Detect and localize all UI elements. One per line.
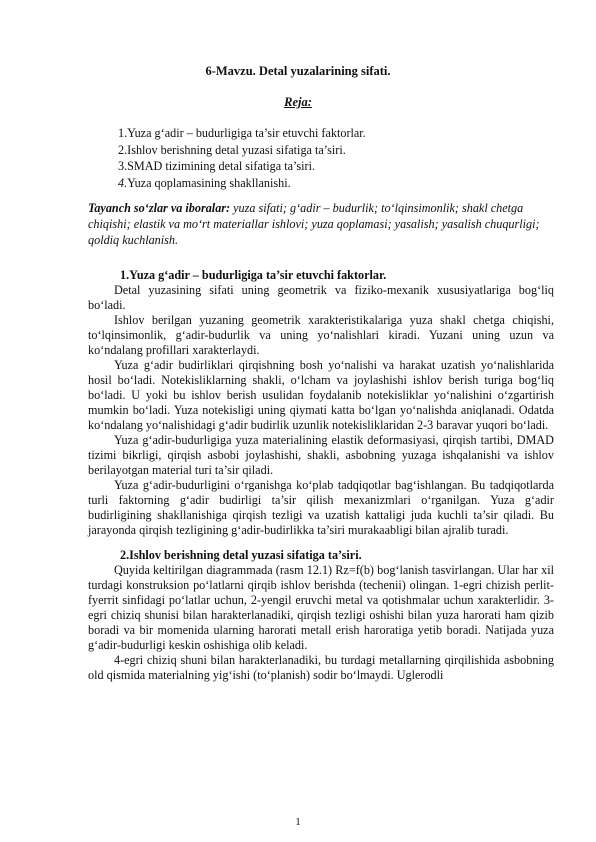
plan-item bbox=[118, 176, 538, 193]
plan-item bbox=[118, 143, 538, 160]
section-2-heading: 2.Ishlov berishning detal yuzasi sifatiga ta’siri. bbox=[120, 548, 362, 562]
plan-item-text: SMAD tizimining detal sifatiga ta’siri. bbox=[127, 159, 316, 173]
section-1-paragraph: Yuza g‘adir budirliklari qirqishning bosh yo‘nalishi va harakat uzatish yo‘nalishlarida hosil bo‘ladi. Notekisliklarning shakli, o‘lcham va joylashishi ishlov berish turiga bog‘liq bo‘ladi. U yoki bu ishlov berish usulidan foydalanib notekisliklar yo‘nalishini o‘zgartirish mumkin bo‘ladi. Yuza notekisligi uning qiymati katta bo‘lgan yo‘nalishda aniqlanadi. Odatda ko‘ndalang yo‘nalishidagi g‘adir budirlik uzunlik notekisliklaridan 2-3 baravar yuqori bo‘ladi. bbox=[88, 358, 554, 432]
plan-item-number: 4. bbox=[118, 175, 128, 190]
section-1-paragraph: Detal yuzasining sifati uning geometrik va fiziko-mexanik xususiyatlariga bog‘liq bo‘ladi. bbox=[88, 283, 554, 312]
plan-item-text: Ishlov berishning detal yuzasi sifatiga ta’siri. bbox=[127, 142, 346, 157]
document-title: 6-Mavzu. Detal yuzalarining sifati. bbox=[205, 64, 391, 78]
section-1-heading: 1.Yuza g‘adir – budurligiga ta’sir etuvchi faktorlar. bbox=[120, 268, 387, 282]
plan-item-text: Yuza g‘adir – budurligiga ta’sir etuvchi faktorlar. bbox=[127, 126, 366, 140]
plan-list bbox=[118, 126, 538, 192]
plan-item bbox=[118, 159, 538, 176]
page-number: 1 bbox=[295, 816, 301, 828]
keywords-label: Tayanch so‘zlar va iboralar: bbox=[88, 201, 231, 215]
keywords-block bbox=[88, 200, 554, 248]
main-content bbox=[88, 268, 554, 683]
section-1-paragraph: Yuza g‘adir-budurligini o‘rganishga ko‘plab tadqiqotlar bag‘ishlangan. Bu tadqiqotlarda turli faktorning g‘adir budirligi ta’sir qilish mexanizmlari o‘rganilgan. Yuza g‘adir budirligining shakllanishiga qirqish tezligi va uzatish kattaligi juda kuchli ta’sir qiladi. Bu jarayonda qirqish tezligining g‘adir-budirlikka ta’siri murakaabligi bilan ajralib turadi. bbox=[88, 478, 554, 537]
plan-item bbox=[118, 126, 538, 143]
section-2-paragraph: Quyida keltirilgan diagrammada (rasm 12.1) Rz=f(b) bog‘lanish tasvirlangan. Ular har xil turdagi konstruksion po‘latlarni qirqib ishlov berishda (techenii) olingan. 1-egri chizish perlit-fyerrit sinfidagi po‘latlar uchun, 2-yengil eruvchi metal va qotishmalar uchun xarakterlidir. 3-egri chiziq shunisi bilan harakterlanadiki, qirqish tezligi oshishi bilan yuza harorati ham qizib boradi va bir momenida ularning harorati metall erish haroratiga yetib boradi. Natijada yuza g‘adir-budurligi keskin oshishiga olib keladi. bbox=[88, 563, 554, 652]
plan-item-number: 2. bbox=[118, 142, 128, 157]
section-1-paragraph: Ishlov berilgan yuzaning geometrik xarakteristikalariga yuza shakl chetga chiqishi, to‘lqinsimonlik, g‘adir-budurlik va uning yo‘nalishlari kiradi. Yuzani uning uzun va ko‘ndalang profillari xarakterlaydi. bbox=[88, 313, 554, 357]
plan-item-number: 3. bbox=[118, 159, 128, 173]
plan-heading: Reja: bbox=[284, 95, 312, 109]
keywords-text: yuza sifati; g‘adir – budurlik; to‘lqinsimonlik; shakl chetga chiqishi; elastik va mo‘rt materiallar ishlovi; yuza qoplamasi; yasalish; yasalish chuqurligi; qoldiq kuchlanish. bbox=[88, 201, 540, 247]
section-1-paragraph: Yuza g‘adir-budurligiga yuza materialining elastik deformasiyasi, qirqish tartibi, DMAD tizimi bikrligi, qirqish asbobi joylashishi, shakli, asbobning yuzaga ishqalanishi va ishlov berilayotgan material turi ta’sir qiladi. bbox=[88, 433, 554, 477]
section-2-paragraph: 4-egri chiziq shuni bilan harakterlanadiki, bu turdagi metallarning qirqilishida asbobning old qismida materialning yig‘ishi (to‘planish) sodir bo‘lmaydi. Uglerodli bbox=[88, 653, 554, 682]
plan-item-number: 1. bbox=[118, 126, 128, 140]
plan-item-text: Yuza qoplamasining shakllanishi. bbox=[127, 175, 291, 190]
